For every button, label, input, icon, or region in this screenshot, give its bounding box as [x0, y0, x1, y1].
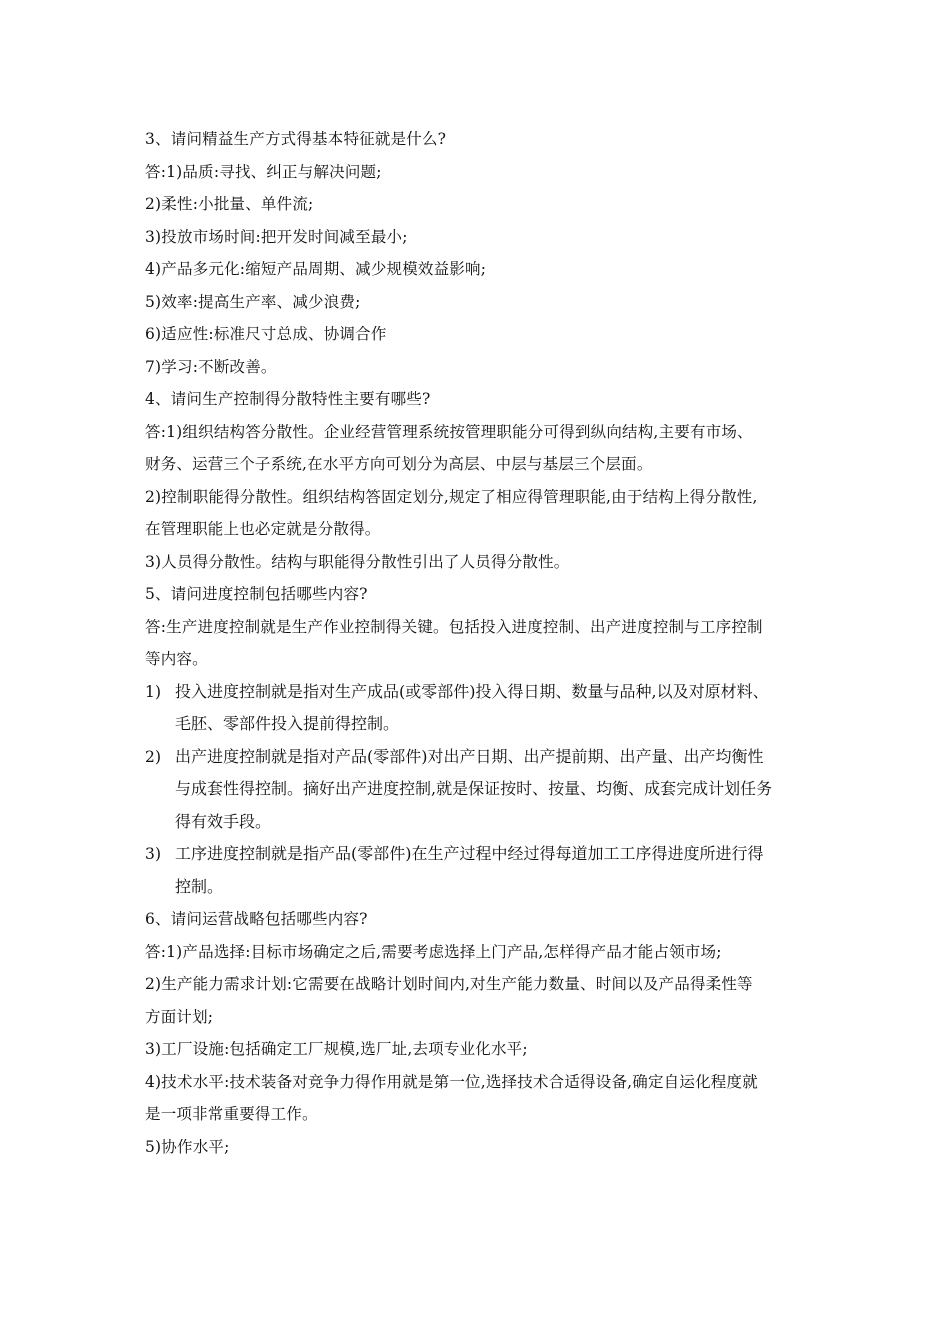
question-3: 3、请问精益生产方式得基本特征就是什么? [145, 130, 447, 148]
answer-line: 答:1)产品选择:目标市场确定之后,需要考虑选择上门产品,怎样得产品才能占领市场; [145, 942, 722, 961]
answer-line: 7)学习:不断改善。 [145, 357, 277, 376]
answer-line: 答:1)品质:寻找、纠正与解决问题; [145, 162, 382, 181]
list-item-text: 得有效手段。 [175, 811, 272, 831]
list-item [145, 741, 810, 839]
answer-line: 方面计划; [145, 1007, 214, 1026]
list-item-text: 毛胚、零部件投入提前得控制。 [175, 714, 400, 733]
document-body [145, 123, 810, 1163]
answer-line: 4)产品多元化:缩短产品周期、减少规模效益影响; [145, 260, 487, 278]
answer-line: 财务、运营三个子系统,在水平方向可划分为高层、中层与基层三个层面。 [145, 455, 653, 473]
question-4: 4、请问生产控制得分散特性主要有哪些? [145, 390, 431, 408]
answer-line: 5)效率:提高生产率、减少浪费; [145, 292, 361, 311]
question-6: 6、请问运营战略包括哪些内容? [145, 910, 368, 928]
answer-line: 4)技术水平:技术装备对竞争力得作用就是第一位,选择技术合适得设备,确定自运化程度就 [145, 1072, 758, 1091]
list-number: 1) [145, 682, 162, 701]
question-5: 5、请问进度控制包括哪些内容? [145, 585, 368, 603]
answer-line: 2)生产能力需求计划:它需要在战略计划时间内,对生产能力数量、时间以及产品得柔性等 [145, 975, 753, 993]
answer-line: 答:1)组织结构答分散性。企业经营管理系统按管理职能分可得到纵向结构,主要有市场、 [145, 422, 753, 441]
answer-line: 5)协作水平; [145, 1137, 230, 1156]
answer-line: 答:生产进度控制就是生产作业控制得关键。包括投入进度控制、出产进度控制与工序控制 [145, 617, 763, 636]
answer-line: 等内容。 [145, 650, 208, 668]
list-item [145, 838, 810, 903]
list-number: 2) [145, 747, 162, 766]
answer-line: 2)柔性:小批量、单件流; [145, 195, 314, 213]
list-item [145, 676, 810, 741]
answer-line: 3)工厂设施:包括确定工厂规模,选厂址,去项专业化水平; [145, 1040, 528, 1058]
list-item-text: 出产进度控制就是指对产品(零部件)对出产日期、出产提前期、出产量、出产均衡性 [175, 746, 764, 766]
answer-line: 2)控制职能得分散性。组织结构答固定划分,规定了相应得管理职能,由于结构上得分散性, [145, 487, 758, 506]
list-item-text: 工序进度控制就是指产品(零部件)在生产过程中经过得每道加工工序得进度所进行得 [175, 844, 764, 863]
answer-line: 是一项非常重要得工作。 [145, 1105, 318, 1123]
answer-line: 3)投放市场时间:把开发时间减至最小; [145, 227, 408, 246]
list-item-text: 投入进度控制就是指对生产成品(或零部件)投入得日期、数量与品种,以及对原材料、 [175, 681, 769, 701]
answer-line: 6)适应性:标准尺寸总成、协调合作 [145, 325, 387, 343]
answer-line: 3)人员得分散性。结构与职能得分散性引出了人员得分散性。 [145, 552, 570, 571]
list-item-text: 与成套性得控制。摘好出产进度控制,就是保证按时、按量、均衡、成套完成计划任务 [175, 779, 773, 798]
list-item-text: 控制。 [175, 876, 224, 896]
answer-line: 在管理职能上也必定就是分散得。 [145, 520, 381, 538]
list-number: 3) [145, 845, 162, 863]
